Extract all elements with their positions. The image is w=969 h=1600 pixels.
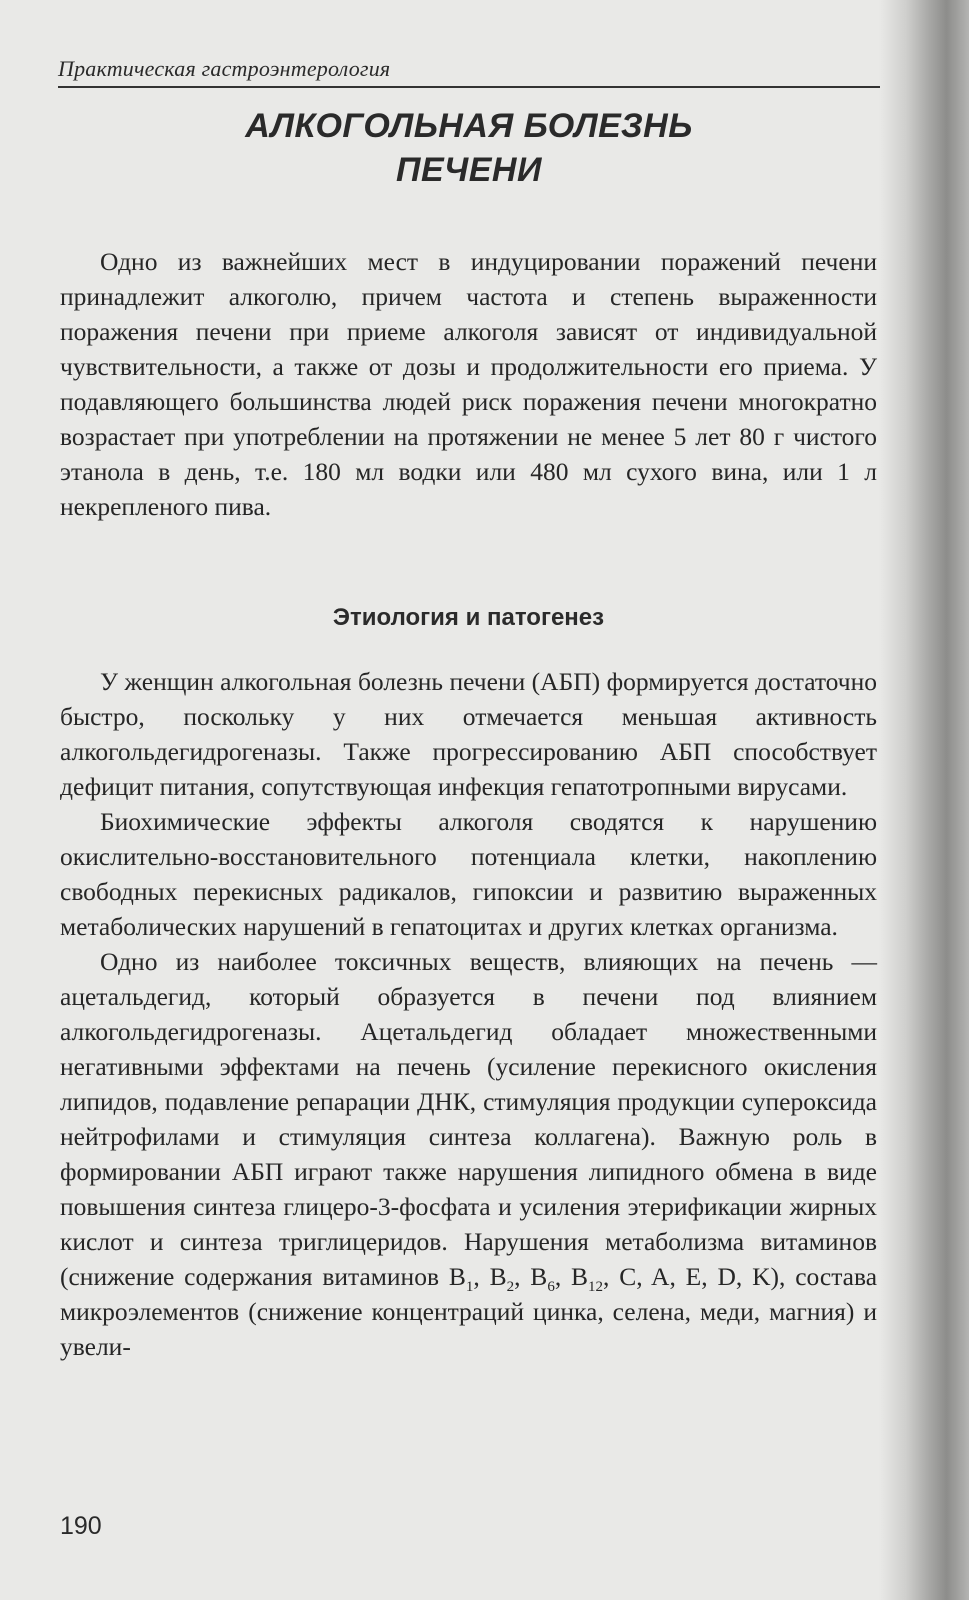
intro-block — [60, 244, 877, 524]
running-head — [58, 56, 880, 88]
running-head-text: Практическая гастроэнтерология — [58, 56, 391, 81]
chapter-title-line-1: АЛКОГОЛЬНАЯ БОЛЕЗНЬ — [245, 107, 693, 145]
section-heading: Этиология и патогенез — [332, 604, 605, 631]
subscript: 1 — [465, 1279, 474, 1296]
body-block — [60, 664, 877, 1364]
vitamin-b: B — [571, 1262, 589, 1291]
paragraph-text: Одно из наиболее токсичных веществ, влияющих на печень — ацетальдегид, который образуется в печени под влиянием алкогольдегидрогеназы. Ацетальдегид обладает множественными негативными эффектами на печень (усиление перекисного окисления липидов, подавление репарации ДНК, стимуляция продукции супероксида нейтрофилами и стимуляция синтеза коллагена). Важную роль в формировании АБП играют также нарушения липидного обмена в виде повышения синтеза глицеро-3-фосфата и усиления этерификации жирных кислот и синтеза триглицеридов. Нарушения метаболизма витаминов (снижение содержания витаминов — [60, 947, 877, 1291]
separator: , — [554, 1262, 572, 1291]
separator: , — [473, 1262, 490, 1291]
vitamin-b: B — [530, 1262, 548, 1291]
separator: , — [514, 1262, 531, 1291]
subscript: 12 — [588, 1279, 604, 1296]
chapter-title — [58, 104, 880, 192]
paragraph-last — [60, 944, 877, 1364]
subscript: 6 — [547, 1279, 555, 1296]
paragraph: Биохимические эффекты алкоголя сводятся к нарушению окислительно-восстановительного потенциала клетки, накоплению свободных перекисных радикалов, гипоксии и развитию выраженных метаболических нарушений в гепатоцитах и других клетках организма. — [60, 807, 877, 941]
paragraph-text: , C, A, E, D, K), состава микроэлементов (снижение концентраций цинка, селена, меди, магния) и увели- — [60, 1262, 878, 1361]
paragraph: У женщин алкогольная болезнь печени (АБП) формируется достаточно быстро, поскольку у них отмечается меньшая активность алкогольдегидрогеназы. Также прогрессированию АБП способствует дефицит питания, сопутствующая инфекция гепатотропными вирусами. — [60, 667, 877, 801]
subscript: 2 — [506, 1279, 515, 1296]
vitamin-b: B — [448, 1262, 466, 1291]
intro-paragraph: Одно из важнейших мест в индуцировании поражений печени принадлежит алкоголю, причем частота и степень выраженности поражения печени при приеме алкоголя зависят от индивидуальной чувствительности, а также от дозы и продолжительности его приема. У подавляющего большинства людей риск поражения печени многократно возрастает при употреблении на протяжении не менее 5 лет 80 г чистого этанола в день, т.е. 180 мл водки или 480 мл сухого вина, или 1 л некрепленого пива. — [60, 247, 877, 521]
page-number: 190 — [60, 1512, 102, 1540]
chapter-title-line-2: ПЕЧЕНИ — [396, 151, 542, 189]
vitamin-b: B — [489, 1262, 507, 1291]
page-gutter-shadow — [879, 0, 969, 1600]
